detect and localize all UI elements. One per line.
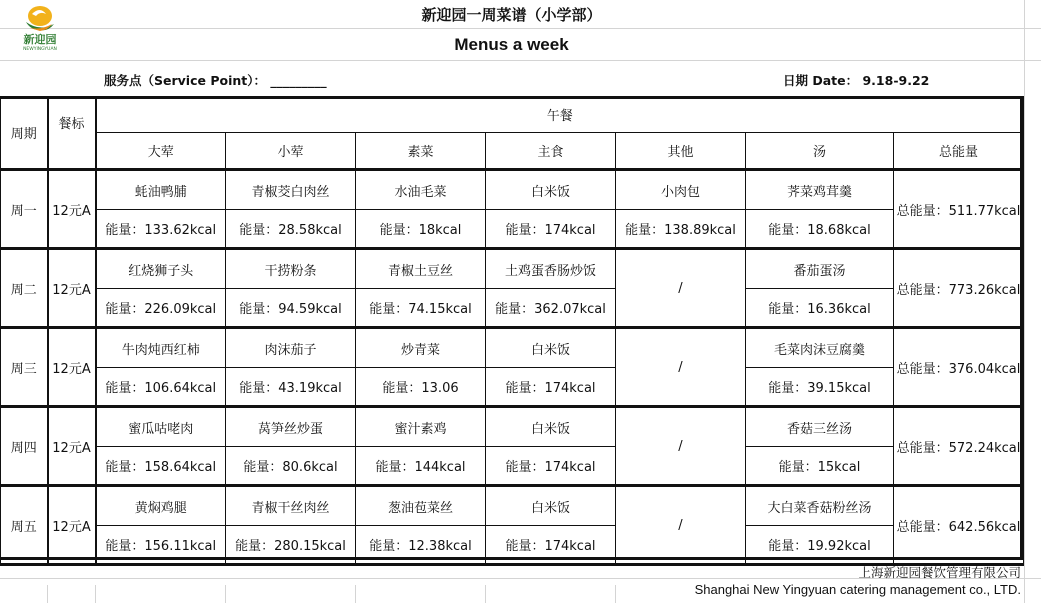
kcal-soup: 能量：18.68kcal [746,210,894,249]
dish-soup: 番茄蛋汤 [746,249,894,289]
day-cell: 周三 [1,328,48,407]
table-row-energy [1,526,1024,565]
total-energy: 总能量：511.77kcal [894,170,1024,249]
dish-vegetable: 炒青菜 [356,328,486,368]
kcal-vegetable: 能量：13.06 [356,368,486,407]
price-cell: 12元A [48,328,96,407]
kcal-small-meat: 能量：280.15kcal [226,526,356,565]
price-cell: 12元A [48,249,96,328]
dish-big-meat: 蜜瓜咕咾肉 [96,407,226,447]
dish-staple: 白米饭 [486,486,616,526]
header-staple: 主食 [486,133,616,170]
price-cell: 12元A [48,486,96,565]
kcal-vegetable: 能量：144kcal [356,447,486,486]
header-lunch: 午餐 [96,97,1024,133]
gridline [485,585,486,603]
header-soup: 汤 [746,133,894,170]
dish-small-meat: 莴笋丝炒蛋 [226,407,356,447]
kcal-small-meat: 能量：80.6kcal [226,447,356,486]
dish-other: / [616,249,746,328]
price-cell: 12元A [48,170,96,249]
dish-other: / [616,486,746,565]
dish-small-meat: 青椒干丝肉丝 [226,486,356,526]
header-big-meat: 大荤 [96,133,226,170]
dish-staple: 白米饭 [486,170,616,210]
table-row-energy [1,368,1024,407]
date-label: 日期 Date： [783,73,859,88]
date-range [783,71,929,89]
total-energy: 总能量：376.04kcal [894,328,1024,407]
dish-big-meat: 黄焖鸡腿 [96,486,226,526]
dish-vegetable: 水油毛菜 [356,170,486,210]
gridline [47,585,48,603]
dish-small-meat: 干捞粉条 [226,249,356,289]
day-cell: 周五 [1,486,48,565]
table-row [1,407,1024,447]
table-row [1,328,1024,368]
kcal-small-meat: 能量：28.58kcal [226,210,356,249]
service-point-value: _________ [270,73,327,88]
dish-other: / [616,328,746,407]
gridline [95,585,96,603]
dish-other: 小肉包 [616,170,746,210]
page-title: 新迎园一周菜谱（小学部） [421,6,602,24]
header-vegetable: 素菜 [356,133,486,170]
dish-soup: 香菇三丝汤 [746,407,894,447]
kcal-vegetable: 能量：74.15kcal [356,289,486,328]
dish-soup: 大白菜香菇粉丝汤 [746,486,894,526]
table-row-energy [1,447,1024,486]
total-energy: 总能量：572.24kcal [894,407,1024,486]
gridline [0,28,1041,29]
kcal-big-meat: 能量：156.11kcal [96,526,226,565]
header-total-energy: 总能量 [894,133,1024,170]
kcal-soup: 能量：19.92kcal [746,526,894,565]
page-subtitle: Menus a week [454,35,569,54]
day-cell: 周四 [1,407,48,486]
dish-other: / [616,407,746,486]
kcal-big-meat: 能量：158.64kcal [96,447,226,486]
kcal-big-meat: 能量：226.09kcal [96,289,226,328]
dish-small-meat: 青椒茭白肉丝 [226,170,356,210]
gridline [615,585,616,603]
table-row-energy [1,210,1024,249]
kcal-staple: 能量：174kcal [486,447,616,486]
dish-staple: 白米饭 [486,407,616,447]
dish-vegetable: 蜜汁素鸡 [356,407,486,447]
day-cell: 周二 [1,249,48,328]
kcal-big-meat: 能量：133.62kcal [96,210,226,249]
gridline [1024,0,1025,603]
header-other: 其他 [616,133,746,170]
kcal-vegetable: 能量：18kcal [356,210,486,249]
dish-soup: 毛菜肉沫豆腐羹 [746,328,894,368]
total-energy: 总能量：773.26kcal [894,249,1024,328]
header-small-meat: 小荤 [226,133,356,170]
dish-big-meat: 红烧狮子头 [96,249,226,289]
dish-staple: 土鸡蛋香肠炒饭 [486,249,616,289]
svg-text:NEWYINGYUAN: NEWYINGYUAN [23,47,57,52]
service-point-label: 服务点（Service Point）： [104,73,266,88]
gridline [355,585,356,603]
dish-staple: 白米饭 [486,328,616,368]
table-row [1,249,1024,289]
kcal-other: 能量：138.89kcal [616,210,746,249]
table-row-energy [1,289,1024,328]
kcal-soup: 能量：15kcal [746,447,894,486]
kcal-small-meat: 能量：43.19kcal [226,368,356,407]
service-point [104,71,327,89]
header-period: 周期 [1,97,48,170]
dish-big-meat: 蚝油鸭脯 [96,170,226,210]
kcal-staple: 能量：174kcal [486,210,616,249]
dish-big-meat: 牛肉炖西红柿 [96,328,226,368]
svg-text:新迎园: 新迎园 [23,33,57,46]
kcal-vegetable: 能量：12.38kcal [356,526,486,565]
kcal-big-meat: 能量：106.64kcal [96,368,226,407]
table-row [1,170,1024,210]
price-cell: 12元A [48,407,96,486]
total-energy: 总能量：642.56kcal [894,486,1024,565]
gridline [0,60,1041,61]
date-value: 9.18-9.22 [862,73,930,88]
kcal-soup: 能量：16.36kcal [746,289,894,328]
footer-company-en: Shanghai New Yingyuan catering management co., LTD. [694,582,1021,597]
kcal-staple: 能量：174kcal [486,526,616,565]
weekly-menu-table [0,96,1024,566]
dish-small-meat: 肉沫茄子 [226,328,356,368]
gridline [225,585,226,603]
dish-vegetable: 葱油苞菜丝 [356,486,486,526]
day-cell: 周一 [1,170,48,249]
kcal-staple: 能量：362.07kcal [486,289,616,328]
kcal-soup: 能量：39.15kcal [746,368,894,407]
header-price: 餐标 [48,97,96,170]
kcal-small-meat: 能量：94.59kcal [226,289,356,328]
kcal-staple: 能量：174kcal [486,368,616,407]
dish-soup: 荠菜鸡茸羹 [746,170,894,210]
footer-company-cn: 上海新迎园餐饮管理有限公司 [858,565,1021,580]
table-row [1,486,1024,526]
dish-vegetable: 青椒土豆丝 [356,249,486,289]
